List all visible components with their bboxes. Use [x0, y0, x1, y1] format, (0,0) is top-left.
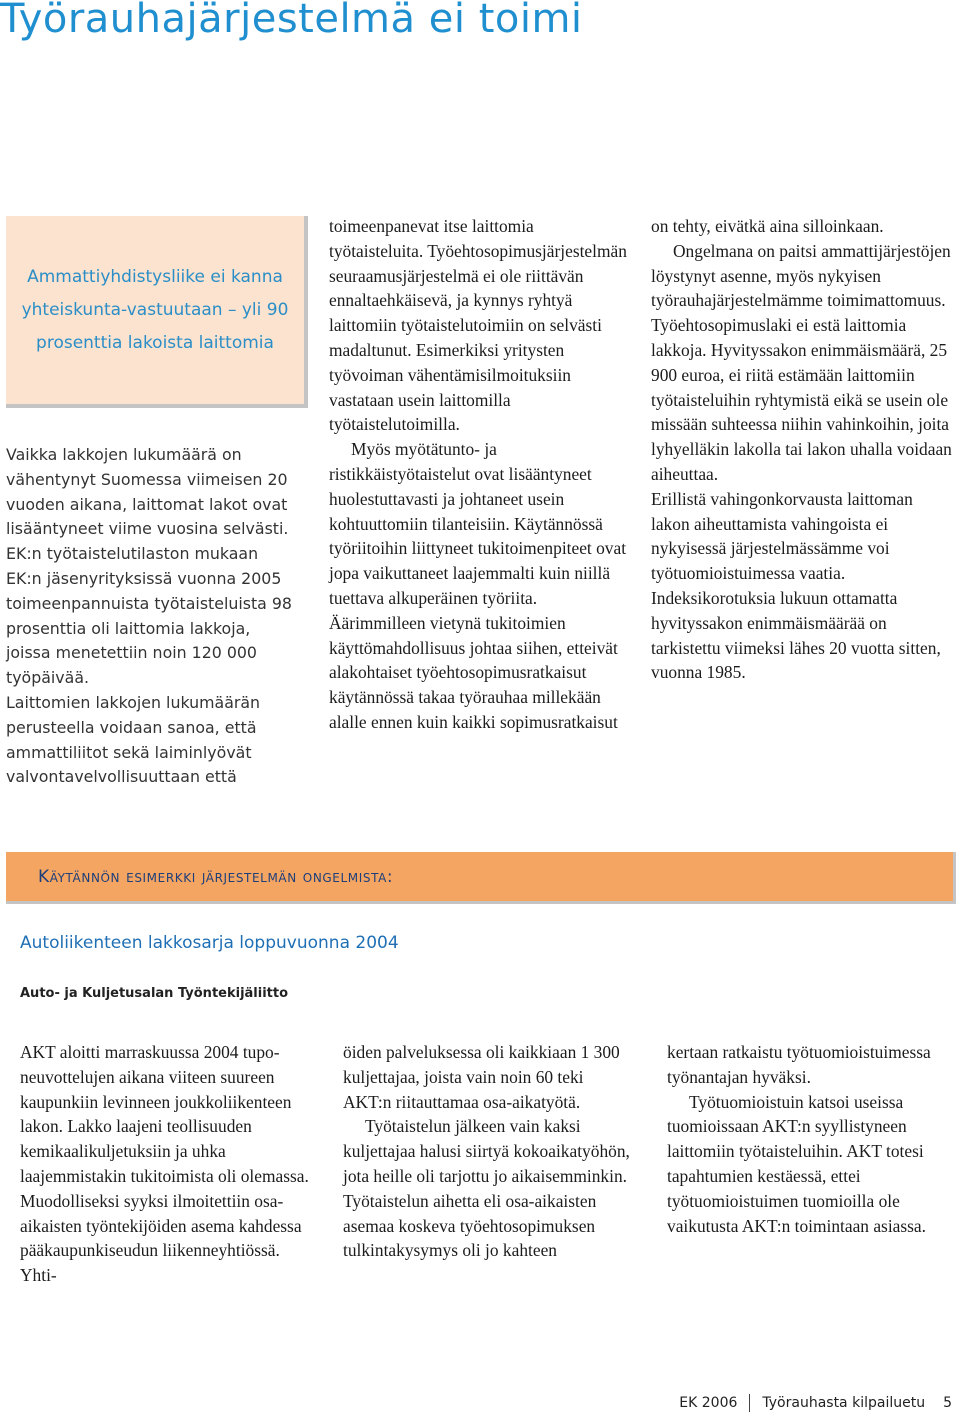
footer-section: Työrauhasta kilpailuetu: [762, 1395, 926, 1411]
paragraph: Myös myötätunto- ja ristikkäistyötaistelut ovat lisääntyneet huolestuttavasti ja johtaneet usein kohtuuttomiin tilanteisiin. Käytännössä työriitoihin liittyneet tukitoimenpiteet ovat jopa vaikuttaneet laajemmalti kuin niillä tuettava alkuperäinen työriita. Äärimmilleen vietynä tukitoimien käyttömahdollisuus johtaa siihen, etteivät alakohtaiset työehtosopimusratkaisut käytännössä takaa työrauhaa millekään alalle ennen kuin kaikki sopimusratkaisut: [329, 439, 627, 732]
paragraph: EK:n työtaistelutilaston mukaan EK:n jäsenyrityksissä vuonna 2005 toimeenpannuista työtaisteluista 98 prosenttia oli laittomia lakkoja, joissa menetettiin noin 120 000 työpäivää.: [6, 544, 292, 688]
case-column-2: [343, 1040, 633, 1263]
paragraph: Työtaistelun jälkeen vain kaksi kuljettajaa halusi siirtyä kokoaikatyöhön, jota heille oli tarjottu jo aikaisemminkin. Työtaistelun aihetta eli osa-aikaisten asemaa koskeva työehtosopimuksen tulkintakysymys oli jo kahteen: [343, 1116, 630, 1261]
page-footer: [679, 1394, 952, 1412]
banner-title: Käytännön esimerkki järjestelmän ongelmista:: [38, 867, 394, 887]
body-column-1: [6, 443, 296, 790]
paragraph: on tehty, eivätkä aina silloinkaan.: [651, 216, 884, 236]
paragraph: toimeenpanevat itse laittomia työtaisteluita. Työehtosopimusjärjestelmän seuraamusjärjestelmä ei ole riittävän ennaltaehkäisevä, ja kynnys ryhtyä laittomiin työtaistelutoimiin on selvästi madaltunut. Esimerkiksi yritysten työvoiman vähentämisilmoituksiin vastataan usein laittomilla työtaistelutoimilla.: [329, 216, 627, 435]
page-title: Työrauhajärjestelmä ei toimi: [0, 0, 583, 42]
paragraph: Erillistä vahingonkorvausta laittoman lakon aiheuttamista vahingoista ei nykyisessä järjestelmässämme voi työtuomioistuimessa vaatia. Indeksikorotuksia lukuun ottamatta hyvityssakon enimmäismäärää on tarkistettu viimeksi lähes 20 vuotta sitten, vuonna 1985.: [651, 488, 941, 683]
paragraph: AKT aloitti marraskuussa 2004 tupo-neuvottelujen aikana viiteen suureen kaupunkiin levinneen joukkoliikenteen lakon. Lakko laajeni teollisuuden kemikaalikuljetuksiin ja uhka laajemmistakin tukitoimista oli olemassa. Muodolliseksi syyksi ilmoitettiin osa-aikaisten työntekijöiden asema kahdessa pääkaupunkiseudun liikenneyhtiössä. Yhti-: [20, 1042, 309, 1286]
page-number: 5: [943, 1395, 952, 1411]
paragraph: Työtuomioistuin katsoi useissa tuomioissaan AKT:n syyllistyneen laittomiin työtaisteluihin. AKT totesi tapahtumien kestäessä, ettei työtuomioistuimen tuomioilla ole vaikutusta AKT:n toimintaan asiassa.: [667, 1091, 926, 1236]
body-column-3: [651, 214, 953, 685]
paragraph: Vaikka lakkojen lukumäärä on vähentynyt Suomessa viimeisen 20 vuoden aikana, laittomat lakot ovat lisääntyneet viime vuosina selvästi.: [6, 445, 289, 539]
body-column-2: [329, 214, 629, 735]
case-heading: Autoliikenteen lakkosarja loppuvuonna 2004: [20, 933, 399, 953]
case-column-1: [20, 1040, 310, 1288]
paragraph: öiden palveluksessa oli kaikkiaan 1 300 kuljettajaa, joista vain noin 60 teki AKT:n riitauttamaa osa-aikatyötä.: [343, 1042, 620, 1112]
case-column-3: [667, 1040, 957, 1238]
pull-quote-box: [6, 216, 308, 408]
paragraph: Laittomien lakkojen lukumäärän perusteella voidaan sanoa, että ammattiliitot sekä laiminlyövät valvontavelvollisuuttaan että: [6, 692, 261, 787]
case-subheading: Auto- ja Kuljetusalan Työntekijäliitto: [20, 986, 289, 1001]
footer-divider: [749, 1394, 750, 1412]
pull-quote-text: Ammattiyhdistysliike ei kanna yhteiskunta-vastuutaan – yli 90 prosenttia lakoista laittomia: [21, 266, 289, 353]
paragraph: kertaan ratkaistu työtuomioistuimessa työnantajan hyväksi.: [667, 1042, 931, 1087]
footer-publication: EK 2006: [679, 1395, 738, 1411]
paragraph: Ongelmana on paitsi ammattijärjestöjen löystynyt asenne, myös nykyisen työrauhajärjestelmämme toimimattomuus. Työehtosopimuslaki ei estä laittomia lakkoja. Hyvityssakon enimmäismäärä, 25 900 euroa, ei riitä estämään laittomiin työtaisteluihin ryhtymistä eikä se usein ole missään suhteessa niihin vahinkoihin, joita lyhyelläkin lakolla tai lakon uhalla voidaan aiheuttaa.: [651, 240, 952, 484]
example-banner: [6, 852, 956, 904]
